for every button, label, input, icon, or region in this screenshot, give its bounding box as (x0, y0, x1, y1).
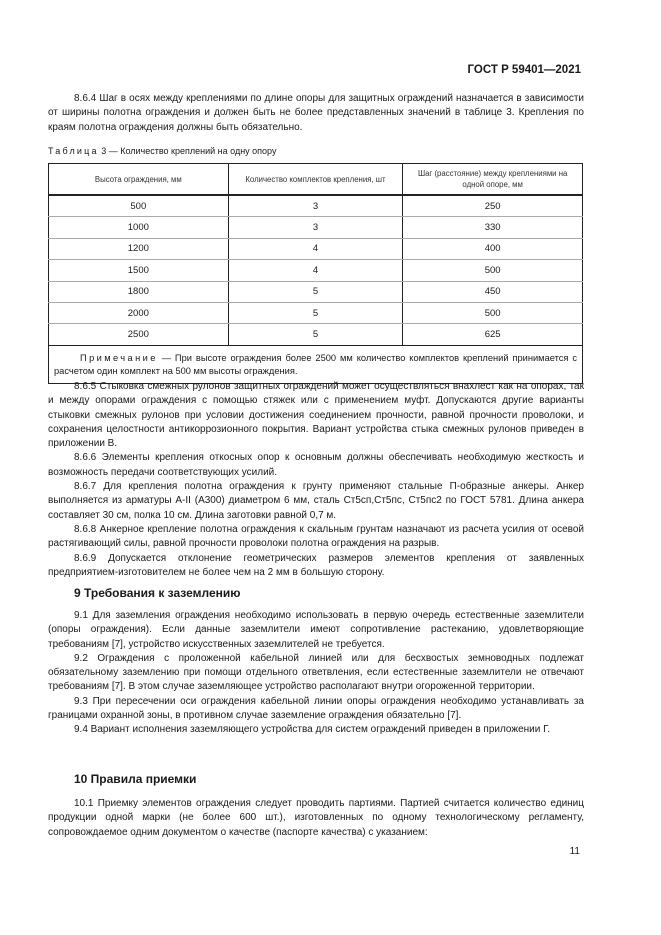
table-row (49, 195, 583, 217)
paragraph-8-6-8: 8.6.8 Анкерное крепление полотна ограждения к скальным грунтам назначают из расчета усилия от осевой растягивающий силы, равной прочности проволоки полотна ограждения на разрыв. (48, 523, 584, 550)
paragraph-8-6-7: 8.6.7 Для крепления полотна ограждения к грунту применяют стальные П-образные анкеры. Анкер выполняется из арматуры А-II (А300) диаметром 6 мм, сталь Ст5сп,Ст5пс, Ст5пс2 по ГОСТ 5781. Длина анкера составляет 30 см, полка 10 см. Длина заготовки равной 0,7 м. (48, 481, 584, 521)
paragraph-8-6-5: 8.6.5 Стыковка смежных рулонов защитных ограждений может осуществляться внахлест как на опорах, так и между опорами ограждения с помощью стяжек или с применением муфт. Допускаются другие варианты стыковки смежных рулонов при условии достижения соединением прочности, равной прочности проволоки, и сохранения целостности антикоррозионного покрытия. Вариант устройства стыка смежных рулонов приведен в приложении В. (48, 381, 584, 450)
paragraph-8-6-9: 8.6.9 Допускается отклонение геометрических размеров элементов крепления от заявленных предприятием-изготовителем не более чем на 2 мм в большую сторону. (48, 552, 584, 578)
note-text: — При высоте ограждения более 2500 мм количество комплектов креплений принимается с расчетом один комплект на 500 мм высоты ограждения. (54, 352, 577, 376)
col-header-height: Высота ограждения, мм (49, 164, 229, 196)
table-header-row (49, 164, 583, 196)
table-cell: 5 (228, 302, 403, 323)
table-row (49, 281, 583, 302)
table-cell: 250 (403, 195, 583, 217)
table-cell: 400 (403, 238, 583, 259)
section-9-heading: 9 Требования к заземлению (74, 586, 241, 600)
col-header-step: Шаг (расстояние) между креплениями на одной опоре, мм (403, 164, 583, 196)
paragraph-8-6-4 (48, 92, 584, 135)
table-cell: 5 (228, 324, 403, 345)
table-cell: 500 (403, 302, 583, 323)
table-cell: 3 (228, 195, 403, 217)
paragraph-text: 8.6.4 Шаг в осях между креплениями по длине опоры для защитных ограждений назначается в зависимости от ширины полотна ограждения и должен быть не более представленных значений в таблице 3. Крепления по краям полотна ограждения должны быть обязательно. (48, 93, 584, 133)
table-caption-word: Таблица (48, 146, 99, 156)
paragraph-9-3: 9.3 При пересечении оси ограждения кабельной линии опоры ограждения необходимо устанавливать за границами охранной зоны, в противном случае заземление ограждения обязательно [7]. (48, 695, 584, 722)
table-cell: 5 (228, 281, 403, 302)
note-label: Примечание (80, 352, 158, 363)
table-caption-title: 3 — Количество креплений на одну опору (101, 146, 277, 156)
table-cell: 500 (49, 195, 229, 217)
section-10-heading: 10 Правила приемки (74, 772, 197, 786)
table-cell: 3 (228, 217, 403, 238)
section-10-body (48, 797, 584, 840)
paragraph-9-4: 9.4 Вариант исполнения заземляющего устройства для систем ограждений приведен в приложении Г. (74, 724, 551, 736)
table-cell: 450 (403, 281, 583, 302)
table-cell: 330 (403, 217, 583, 238)
document-header: ГОСТ Р 59401—2021 (467, 64, 581, 76)
table-note-row (49, 345, 583, 383)
table-cell: 4 (228, 238, 403, 259)
page-number: 11 (569, 846, 580, 857)
table-cell: 500 (403, 260, 583, 281)
fasteners-table (48, 163, 583, 384)
table-row (49, 238, 583, 259)
paragraph-9-1: 9.1 Для заземления ограждения необходимо использовать в первую очередь естественные заземлители (опоры ограждения). Если данные заземлители имеют сопротивление растеканию, удовлетворяющие требованиям [7], устройство искусственных заземлителей не требуется. (48, 610, 584, 650)
section-9-body (48, 609, 584, 738)
table-cell: 1200 (49, 238, 229, 259)
paragraph-8-6-6: 8.6.6 Элементы крепления откосных опор к основным должны обеспечивать необходимую жесткость и возможность передачи соответствующих усилий. (48, 452, 584, 478)
table-row (49, 217, 583, 238)
table-cell: 1000 (49, 217, 229, 238)
table-caption (48, 146, 276, 156)
paragraphs-8-6 (48, 380, 584, 580)
table-row (49, 260, 583, 281)
table-cell: 2000 (49, 302, 229, 323)
table-cell: 1800 (49, 281, 229, 302)
paragraph-9-2: 9.2 Ограждения с проложенной кабельной линией или для бесхвостых земноводных подлежат обязательному заземлению при помощи отдельного ответвления, если естественные заземлители не отвечают требованиям [7]. В этом случае заземляющее устройство располагают внутри огороженной территории. (48, 652, 584, 693)
paragraph-10-1: 10.1 Приемку элементов ограждения следует проводить партиями. Партией считается количество единиц продукции одной марки (не более 600 шт.), изготовленных по одному технологическому регламенту, сопровождаемое одним документом о качестве (паспорте качества) с указанием: (48, 798, 584, 838)
col-header-count: Количество комплектов крепления, шт (228, 164, 403, 196)
table-cell: 625 (403, 324, 583, 345)
table-cell: 4 (228, 260, 403, 281)
table-row (49, 324, 583, 345)
table-note (49, 345, 583, 383)
table-row (49, 302, 583, 323)
table-cell: 2500 (49, 324, 229, 345)
table-cell: 1500 (49, 260, 229, 281)
